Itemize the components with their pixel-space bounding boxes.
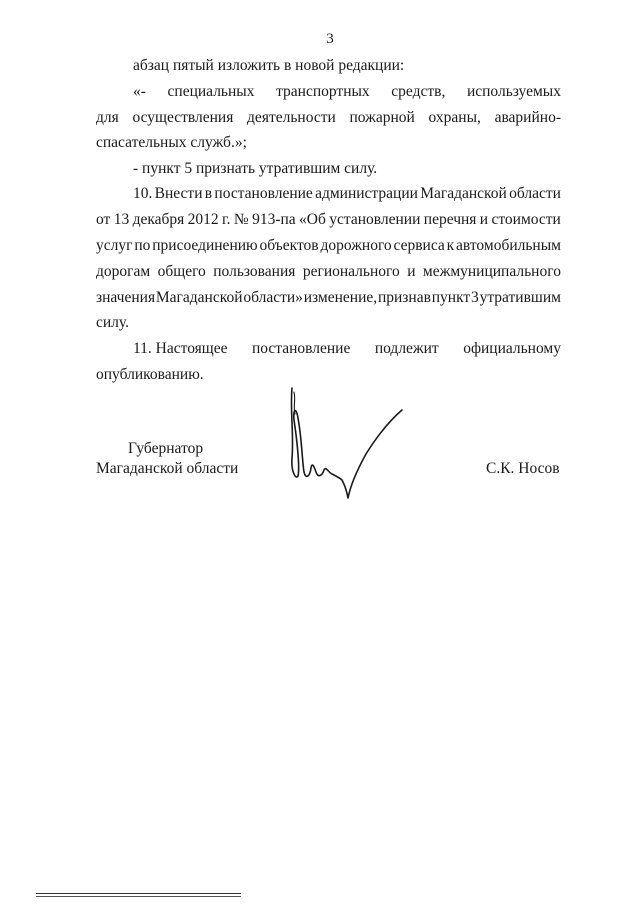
text-line-justified	[133, 82, 561, 102]
word: перечня	[423, 211, 477, 228]
word: «Об	[299, 211, 326, 228]
word: утратившим	[479, 289, 561, 306]
word: 2012	[187, 211, 219, 228]
word: дорогам	[96, 263, 151, 280]
word: 13	[113, 211, 130, 228]
word: общего	[157, 263, 206, 280]
text-line: абзац пятый изложить в новой редакции:	[133, 57, 405, 74]
word: 11. Настоящее	[133, 340, 228, 357]
word: 10.	[133, 185, 153, 202]
word: в	[204, 185, 213, 202]
word: межмуниципального	[422, 263, 561, 280]
word: и	[479, 211, 489, 228]
text-line: - пункт 5 признать утратившим силу.	[133, 160, 378, 177]
text-line: силу.	[96, 314, 129, 331]
word: аварийно-	[494, 109, 561, 126]
word: признав	[377, 289, 431, 306]
word: Магаданской	[155, 289, 243, 306]
handwritten-signature	[280, 380, 410, 510]
signatory-name: С.К. Носов	[486, 460, 560, 477]
word: Магаданской	[420, 185, 507, 202]
bottom-rule	[36, 893, 241, 894]
word: установлении	[329, 211, 421, 228]
word: осуществления	[132, 109, 234, 126]
word: декабря	[132, 211, 185, 228]
word: пожарной	[349, 109, 415, 126]
word: пункт	[431, 289, 471, 306]
word: пользования	[213, 263, 296, 280]
text-line-justified	[96, 210, 561, 230]
word: №	[233, 211, 249, 228]
text-line-justified	[96, 288, 561, 308]
word: постановление	[251, 340, 351, 357]
text-line-justified	[96, 108, 561, 128]
word: изменение,	[303, 289, 378, 306]
signatory-title-line1: Губернатор	[128, 440, 204, 457]
word: постановление	[214, 185, 313, 202]
word: деятельности	[247, 109, 336, 126]
text-line: спасательных служб.»;	[96, 134, 247, 151]
word: к	[446, 237, 455, 254]
page-number: 3	[326, 31, 334, 47]
word: по	[134, 237, 151, 254]
word: специальных	[167, 83, 255, 100]
word: услуг	[96, 237, 133, 254]
word: 3	[471, 289, 479, 306]
bottom-rule	[36, 896, 241, 897]
word: значения	[96, 289, 156, 306]
word: Внести	[154, 185, 203, 202]
text-line-justified	[133, 184, 561, 204]
text-line-justified	[96, 236, 561, 256]
word: используемых	[466, 83, 561, 100]
text-line-justified	[96, 262, 561, 282]
word: присоединению	[152, 237, 258, 254]
word: 913-па	[252, 211, 296, 228]
word: «-	[133, 83, 146, 100]
word: транспортных	[276, 83, 370, 100]
word: от	[96, 211, 111, 228]
word: области	[509, 185, 561, 202]
word: дорожного	[320, 237, 392, 254]
text-line-justified	[133, 339, 561, 359]
word: администрации	[315, 185, 418, 202]
word: официальному	[463, 340, 561, 357]
word: охраны,	[428, 109, 481, 126]
word: автомобильным	[456, 237, 561, 254]
word: подлежит	[374, 340, 439, 357]
word: области»	[243, 289, 303, 306]
word: для	[96, 109, 119, 126]
signatory-title-line2: Магаданской области	[96, 460, 239, 477]
word: сервиса	[393, 237, 445, 254]
word: объектов	[259, 237, 319, 254]
word: г.	[222, 211, 231, 228]
word: стоимости	[491, 211, 561, 228]
word: средств,	[391, 83, 446, 100]
word: регионального	[302, 263, 400, 280]
text-line: опубликованию.	[96, 366, 204, 383]
word: и	[407, 263, 416, 280]
